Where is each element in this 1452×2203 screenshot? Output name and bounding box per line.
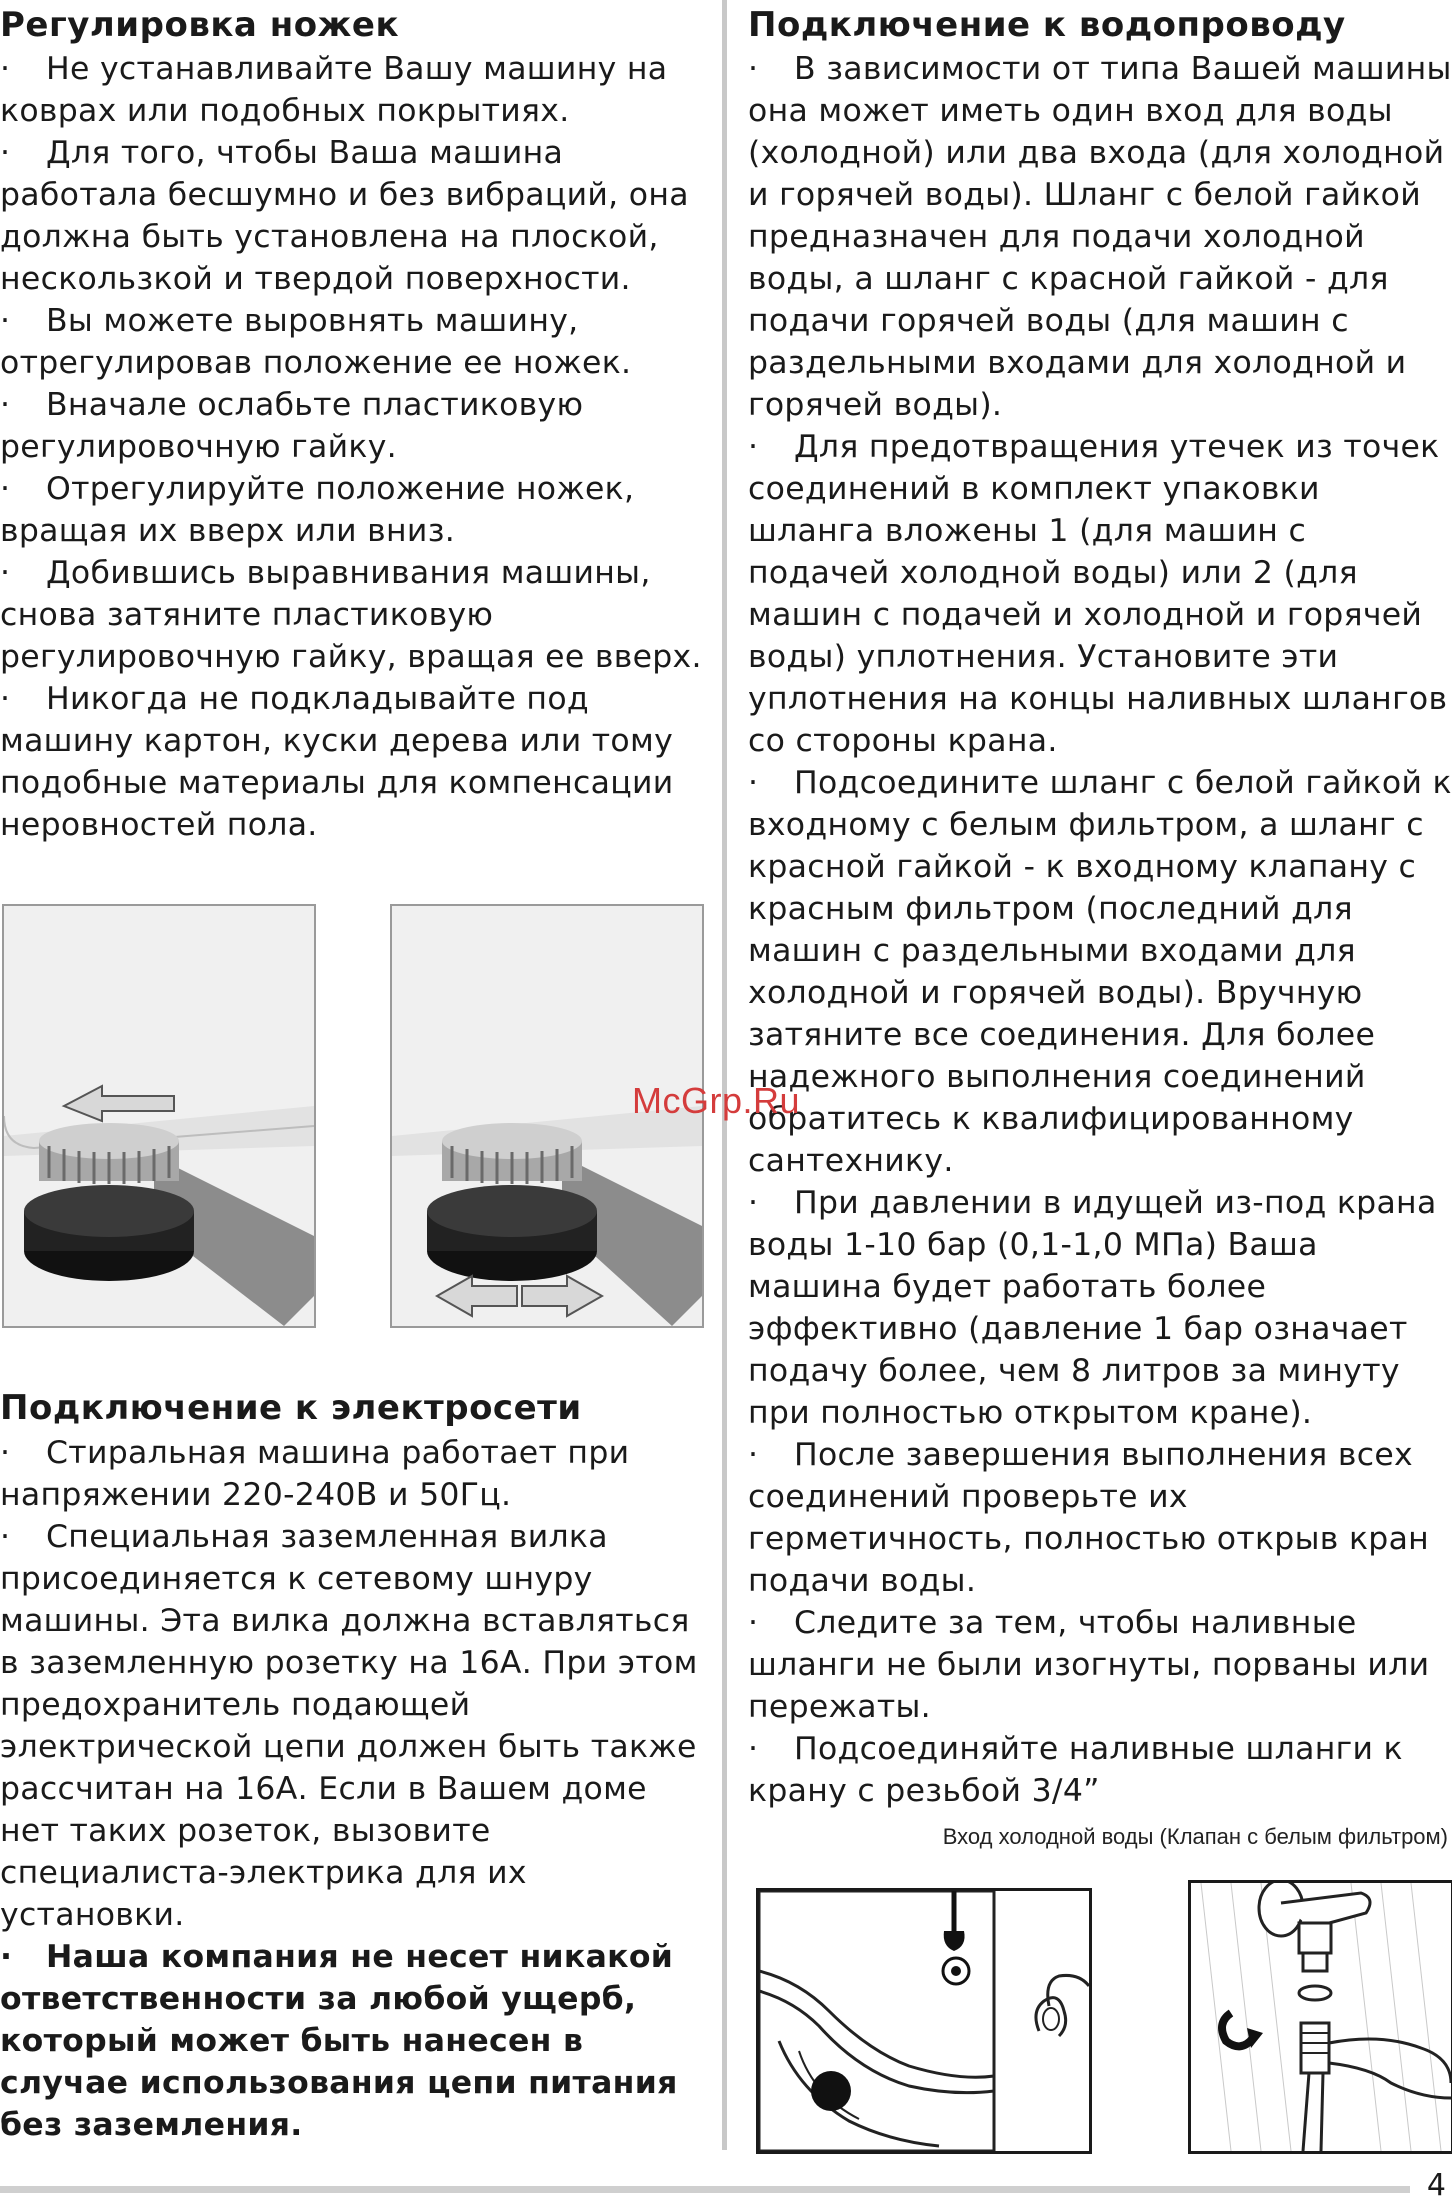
- right-column: [748, 0, 1452, 1812]
- page-number: 4: [1426, 2168, 1446, 2203]
- list-item: · Специальная заземленная вилка присоединяется к сетевому шнуру машины. Эта вилка должна вставляться в заземленную розетку на 16А. При этом предохранитель подающей электрической цепи должен быть также рассчитан на 16А. Если в Вашем доме нет таких розеток, вызовите специалиста-электрика для их установки.: [0, 1519, 698, 1933]
- footer-bar: [0, 2186, 1410, 2193]
- list-item: · Следите за тем, чтобы наливные шланги не были изогнуты, порваны или пережаты.: [748, 1605, 1430, 1725]
- watermark: McGrp.Ru: [632, 1080, 801, 1121]
- warning-item: · Наша компания не несет никакой ответственности за любой ущерб, который может быть нанесен в случае использования цепи питания без заземления.: [0, 1939, 678, 2143]
- list-item: · Добившись выравнивания машины, снова затяните пластиковую регулировочную гайку, вращая ее вверх.: [0, 555, 702, 675]
- list-item: · Подсоединяйте наливные шланги к крану с резьбой 3/4”: [748, 1731, 1403, 1809]
- list-item: · При давлении в идущей из-под крана воды 1-10 бар (0,1-1,0 МПа) Ваша машина будет работать более эффективно (давление 1 бар означает подачу более, чем 8 литров за минуту при полностью открытом кране).: [748, 1185, 1437, 1431]
- list-item: · Не устанавливайте Вашу машину на коврах или подобных покрытиях.: [0, 51, 668, 129]
- list-item: · Подсоедините шланг с белой гайкой к входному с белым фильтром, а шланг с красной гайкой - к входному клапану с красным фильтром (последний для машин с раздельными входами для холодной и горячей воды). Вручную затяните все соединения. Для более надежного выполнения соединений обратитесь к квалифицированному сантехнику.: [748, 765, 1452, 1179]
- list-item: · Вначале ослабьте пластиковую регулировочную гайку.: [0, 387, 584, 465]
- list-item: · Для предотвращения утечек из точек соединений в комплект упаковки шланга вложены 1 (для машин с подачей холодной воды) или 2 (для машин с подачей и холодной и горячей воды) уплотнения. Установите эти уплотнения на концы наливных шлангов со стороны крана.: [748, 429, 1448, 759]
- list-item: · Для того, чтобы Ваша машина работала бесшумно и без вибраций, она должна быть установлена на плоской, нескользкой и твердой поверхности.: [0, 135, 689, 297]
- column-divider: [722, 0, 727, 2150]
- list-item: · После завершения выполнения всех соединений проверьте их герметичность, полностью открыв кран подачи воды.: [748, 1437, 1430, 1599]
- list-item: · Вы можете выровнять машину, отрегулировав положение ее ножек.: [0, 303, 632, 381]
- list-item: · Никогда не подкладывайте под машину картон, куски дерева или тому подобные материалы для компенсации неровностей пола.: [0, 681, 674, 843]
- list-item: · В зависимости от типа Вашей машины она может иметь один вход для воды (холодной) или два входа (для холодной и горячей воды). Шланг с белой гайкой предназначен для подачи холодной воды, а шланг с красной гайкой - для подачи горячей воды (для машин с раздельными входами для холодной и горячей воды).: [748, 51, 1452, 423]
- feet-bullet-list: [0, 48, 712, 846]
- inlet-caption: Вход холодной воды (Клапан с белым фильтром): [942, 1824, 1448, 1849]
- foot-loosen-illustration: [2, 904, 316, 1328]
- section-title-feet: Регулировка ножек: [0, 5, 400, 45]
- machine-inlet-illustration: [756, 1888, 1092, 2154]
- feet-illustrations: [0, 904, 712, 1330]
- section-title-water: Подключение к водопроводу: [748, 5, 1346, 45]
- left-column: [0, 0, 712, 2143]
- list-item: · Стиральная машина работает при напряжении 220-240В и 50Гц.: [0, 1435, 630, 1513]
- list-item: · Отрегулируйте положение ножек, вращая их вверх или вниз.: [0, 471, 635, 549]
- water-bullet-list: [748, 48, 1452, 1812]
- faucet-connection-illustration: [1188, 1880, 1452, 2154]
- section-title-electric: Подключение к электросети: [0, 1388, 582, 1428]
- electric-bullet-list: [0, 1432, 712, 2146]
